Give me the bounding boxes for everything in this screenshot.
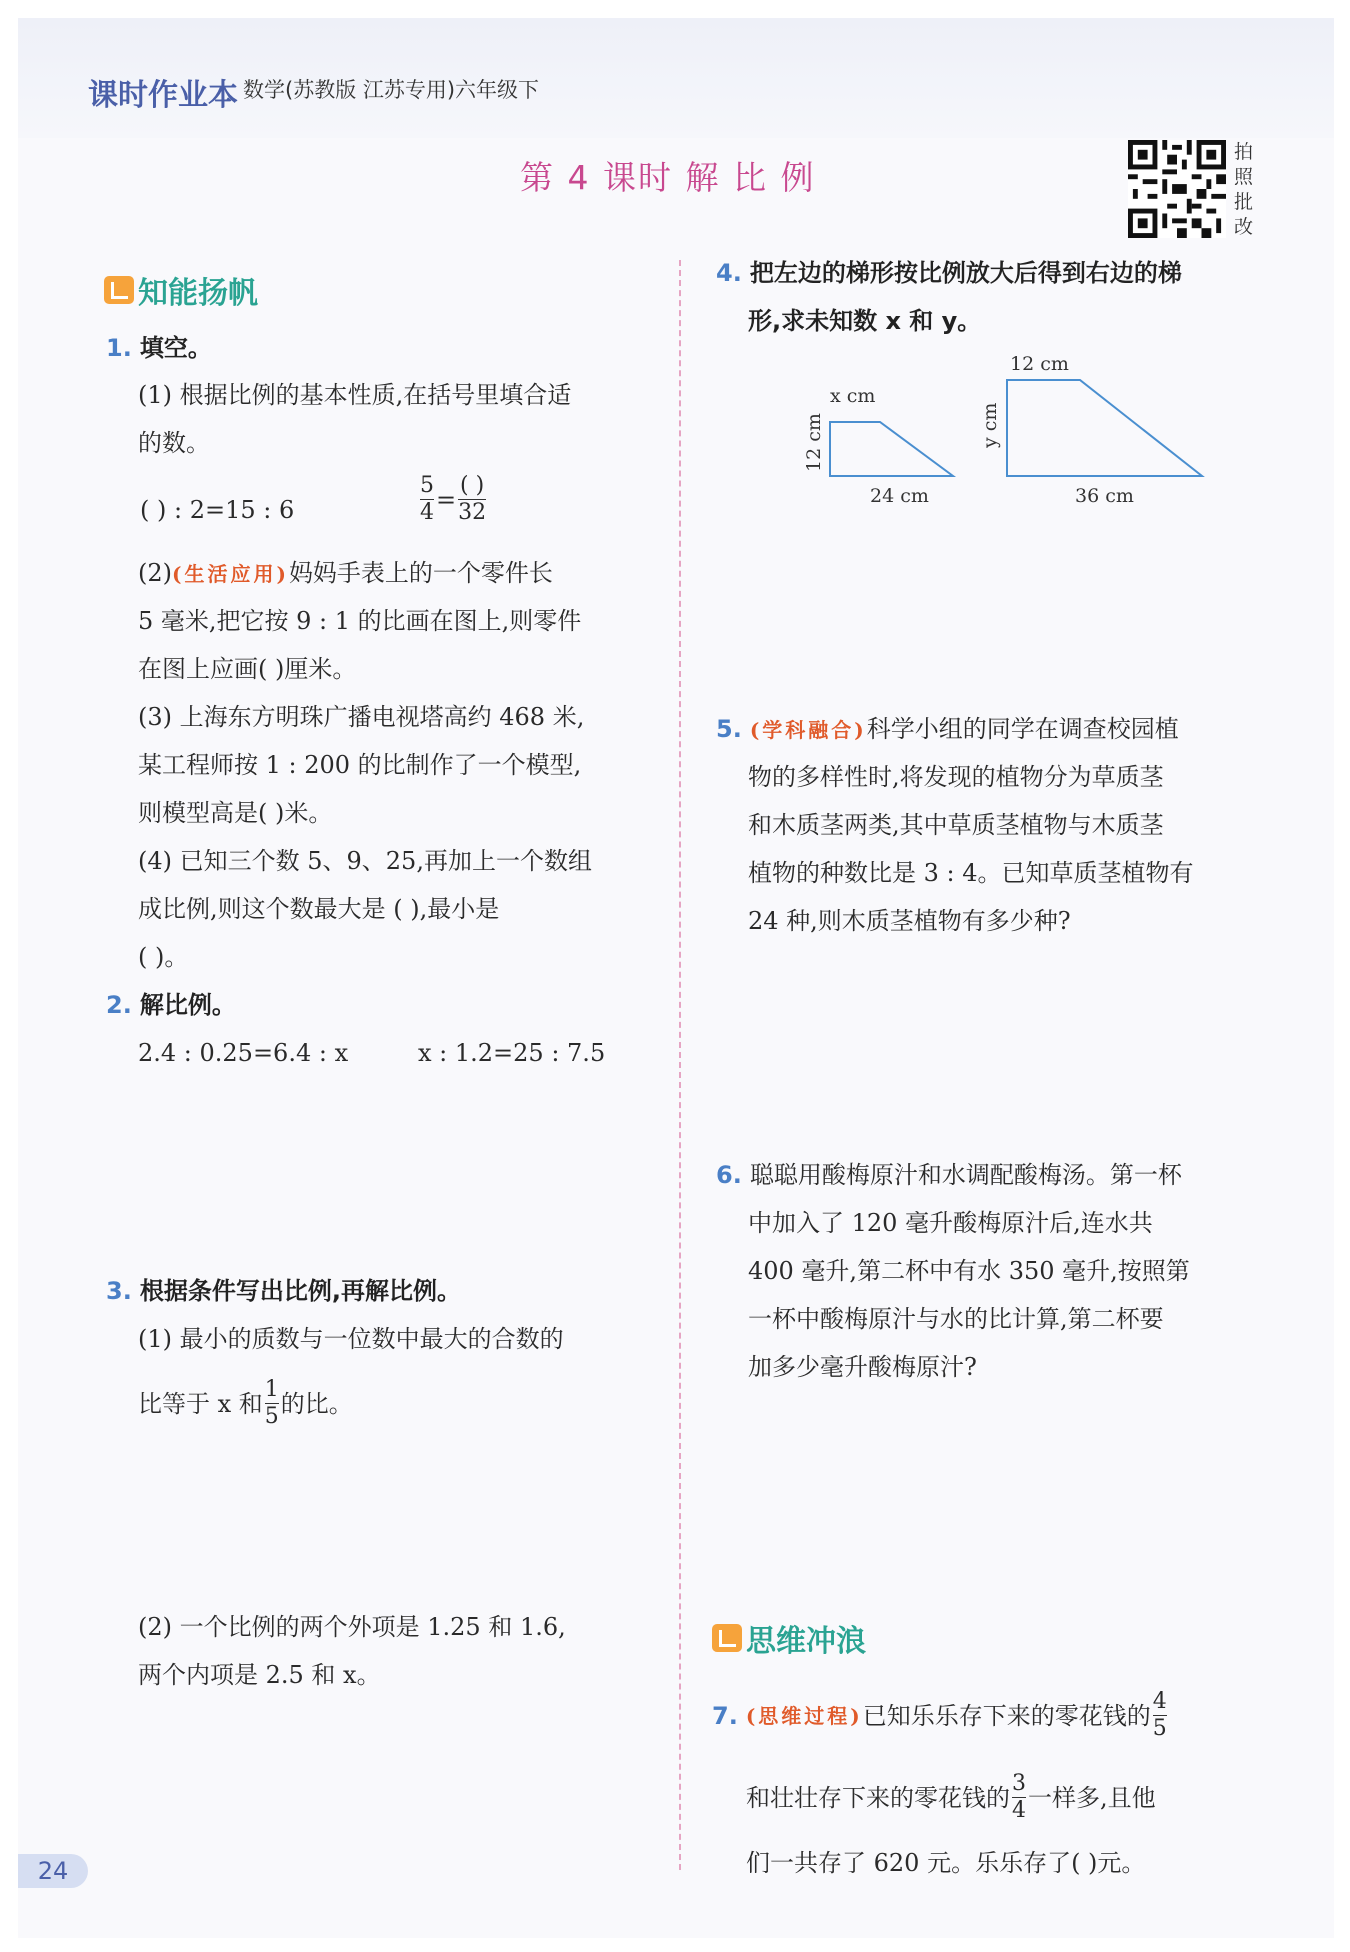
question-text: 聪聪用酸梅原汁和水调配酸梅汤。第一杯 [749, 1161, 1182, 1189]
part-text: 比等于 x 和 [138, 1389, 263, 1418]
numerator: 5 [420, 473, 434, 498]
numerator-blank[interactable]: ( ) [460, 473, 485, 498]
part-label: (2) [138, 559, 172, 587]
question-6-line [716, 1160, 1182, 1190]
question-5-line: 和木质茎两类,其中草质茎植物与木质茎 [748, 811, 1164, 839]
denominator: 5 [264, 1404, 279, 1429]
fraction [265, 1378, 279, 1429]
book-title: 课时作业本 [88, 78, 238, 113]
denominator: 4 [1012, 1798, 1026, 1823]
left-bottom-label: 24 cm [870, 485, 929, 507]
q1-part2-line: 5 毫米,把它按 9 : 1 的比画在图上,则零件 [138, 607, 582, 635]
right-bottom-label: 36 cm [1075, 485, 1134, 507]
left-height-label: 12 cm [803, 413, 825, 472]
left-trapezoid [830, 422, 953, 476]
question-2-title [106, 990, 236, 1020]
question-5-line [716, 714, 1179, 745]
question-7-line[interactable]: 们一共存了 620 元。乐乐存了( )元。 [746, 1849, 1146, 1877]
question-4-line: 形,求未知数 x 和 y。 [748, 307, 982, 335]
numerator: 4 [1152, 1689, 1167, 1714]
question-number: 5. [716, 715, 742, 743]
fraction [1012, 1772, 1026, 1823]
fraction-blank[interactable] [458, 474, 486, 525]
q1-part4-line: (4) 已知三个数 5、9、25,再加上一个数组 [138, 847, 592, 875]
q1-part4-line[interactable]: 成比例,则这个数最大是 ( ),最小是 [138, 895, 500, 923]
question-6-line: 400 毫升,第二杯中有水 350 毫升,按照第 [748, 1257, 1190, 1285]
sail-icon [104, 276, 134, 304]
q1-part3-line: 某工程师按 1 : 200 的比制作了一个模型, [138, 751, 582, 779]
right-top-label: 12 cm [1010, 353, 1069, 375]
q1-fraction-equation [418, 474, 488, 525]
left-top-label: x cm [830, 385, 876, 407]
question-number: 7. [712, 1701, 738, 1730]
question-text: 和壮壮存下来的零花钱的 [746, 1783, 1010, 1812]
numerator: 3 [1012, 1771, 1026, 1796]
numerator: 1 [264, 1377, 279, 1402]
trapezoid-figure [790, 352, 1220, 512]
question-3-title [106, 1276, 461, 1306]
lesson-title: 第 4 课时 解 比 例 [520, 158, 816, 197]
question-text: 一样多,且他 [1028, 1783, 1156, 1812]
fraction [420, 474, 434, 525]
question-7-line [746, 1772, 1156, 1823]
question-number: 2. [106, 991, 132, 1019]
denominator: 5 [1152, 1716, 1167, 1741]
q2-equation-1: 2.4 : 0.25=6.4 : x [138, 1039, 349, 1067]
book-subtitle: 数学(苏教版 江苏专用)六年级下 [243, 78, 540, 102]
denominator: 4 [420, 500, 434, 525]
q1-part2-line [138, 558, 553, 589]
question-text: 解比例。 [139, 991, 236, 1019]
section-heading-siwei [712, 1616, 866, 1660]
right-height-label: y cm [979, 402, 1001, 448]
question-5-line: 植物的种数比是 3 : 4。已知草质茎植物有 [748, 859, 1194, 887]
page-number: 24 [18, 1854, 88, 1888]
q1-part1-line: (1) 根据比例的基本性质,在括号里填合适 [138, 381, 572, 409]
question-text: 已知乐乐存下来的零花钱的 [862, 1701, 1151, 1730]
tag-thinking-process: (思维过程) [745, 1703, 863, 1728]
q1-part3-line[interactable]: 则模型高是( )米。 [138, 799, 333, 827]
q3-part1-line: (1) 最小的质数与一位数中最大的合数的 [138, 1325, 564, 1353]
part-text: 的比。 [280, 1389, 353, 1418]
section-heading-zhineng [104, 268, 258, 312]
q1-equation-blank[interactable]: ( ) : 2=15 : 6 [140, 496, 295, 524]
question-number: 1. [106, 334, 132, 362]
q1-part4-line[interactable]: ( )。 [138, 943, 189, 971]
tag-interdisciplinary: (学科融合) [749, 718, 867, 742]
question-5-line: 24 种,则木质茎植物有多少种? [748, 907, 1071, 935]
denominator: 32 [458, 500, 487, 525]
question-number: 4. [716, 259, 742, 287]
question-number: 6. [716, 1161, 742, 1189]
question-6-line: 中加入了 120 毫升酸梅原汁后,连水共 [748, 1209, 1153, 1237]
equals-sign: = [436, 485, 457, 514]
question-number: 3. [106, 1277, 132, 1305]
q3-part1-line [138, 1378, 353, 1429]
qr-label: 拍照批改 [1234, 141, 1254, 238]
qr-code-icon[interactable] [1128, 140, 1226, 238]
question-text: 把左边的梯形按比例放大后得到右边的梯 [749, 259, 1182, 287]
question-6-line: 加多少毫升酸梅原汁? [748, 1353, 977, 1381]
right-trapezoid [1007, 380, 1202, 476]
section-title: 思维冲浪 [746, 1624, 866, 1659]
q1-part2-line[interactable]: 在图上应画( )厘米。 [138, 655, 357, 683]
question-6-line: 一杯中酸梅原汁与水的比计算,第二杯要 [748, 1305, 1164, 1333]
tag-life-application: (生活应用) [172, 562, 289, 586]
question-text: 填空。 [139, 334, 212, 362]
question-4-line [716, 258, 1182, 288]
q1-part1-line: 的数。 [138, 429, 210, 457]
question-1-title [106, 333, 212, 363]
question-text: 科学小组的同学在调查校园植 [866, 715, 1179, 743]
question-text: 根据条件写出比例,再解比例。 [139, 1277, 461, 1305]
fraction [1153, 1690, 1167, 1741]
question-7-line [712, 1690, 1169, 1741]
q3-part2-line: 两个内项是 2.5 和 x。 [138, 1661, 381, 1689]
q1-part3-line: (3) 上海东方明珠广播电视塔高约 468 米, [138, 703, 585, 731]
q3-part2-line: (2) 一个比例的两个外项是 1.25 和 1.6, [138, 1613, 566, 1641]
part-text: 妈妈手表上的一个零件长 [288, 559, 553, 587]
question-5-line: 物的多样性时,将发现的植物分为草质茎 [748, 763, 1164, 791]
q2-equation-2: x : 1.2=25 : 7.5 [418, 1039, 606, 1067]
wave-icon [712, 1624, 742, 1652]
section-title: 知能扬帆 [138, 276, 258, 311]
column-divider [679, 260, 681, 1870]
